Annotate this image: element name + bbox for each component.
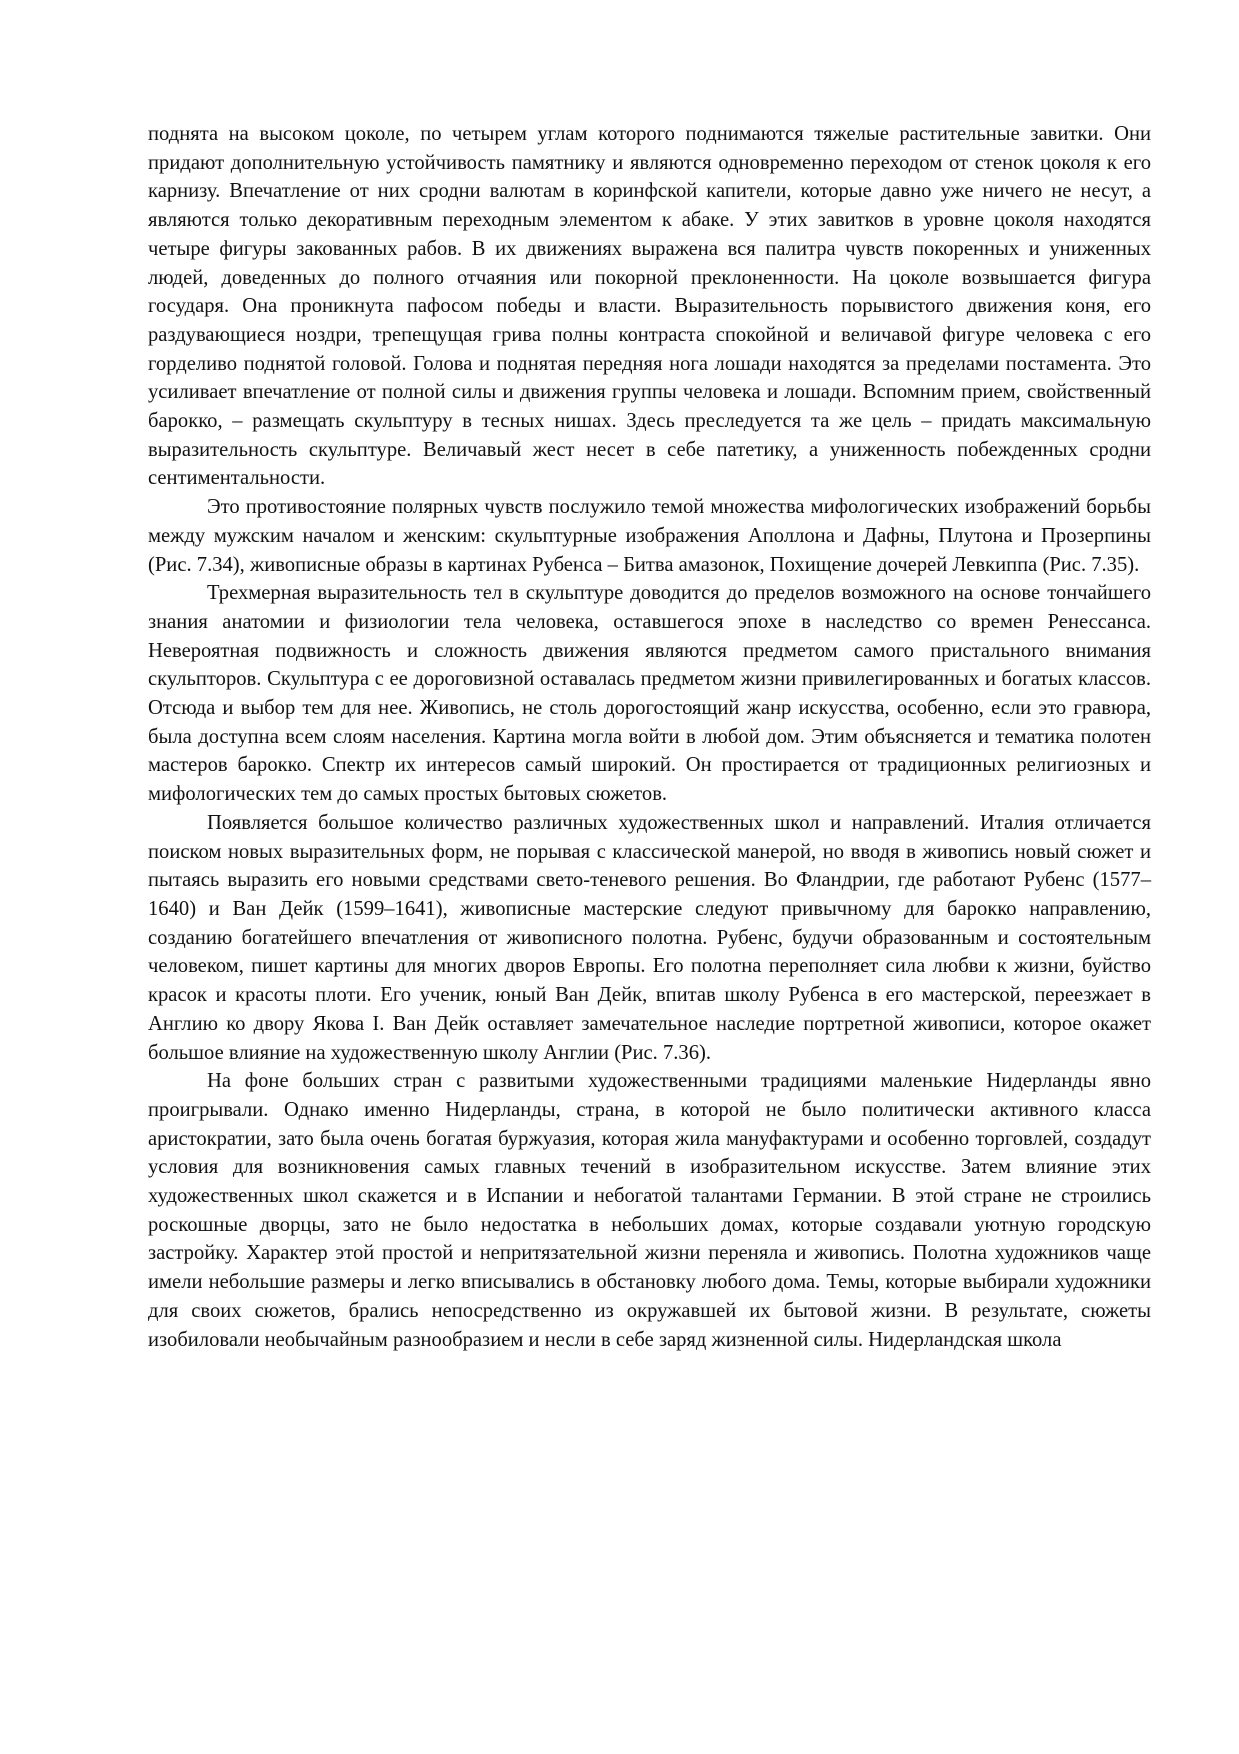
paragraph-netherlands: На фоне больших стран с развитыми художественными традициями маленькие Нидерланды явно проигрывали. Однако именно Нидерланды, страна, в которой не было политически активного класса аристократии, зато была очень богатая буржуазия, которая жила мануфактурами и особенно торговлей, создадут условия для возникновения самых главных течений в изобразительном искусстве. Затем влияние этих художественных школ скажется и в Испании и небогатой талантами Германии. В этой стране не строились роскошные дворцы, зато не было недостатка в небольших домах, которые создавали уютную городскую застройку. Характер этой простой и непритязательной жизни переняла и живопись. Полотна художников чаще имели небольшие размеры и легко вписывались в обстановку любого дома. Темы, которые выбирали художники для своих сюжетов, брались непосредственно из окружавшей их бытовой жизни. В результате, сюжеты изобиловали необычайным разнообразием и несли в себе заряд жизненной силы. Нидерландская школа	[148, 1070, 1151, 1351]
document-body	[148, 120, 1151, 1354]
paragraph-continuation: поднята на высоком цоколе, по четырем углам которого поднимаются тяжелые растительные завитки. Они придают дополнительную устойчивость памятнику и являются одновременно переходом от стенок цоколя к его карнизу. Впечатление от них сродни валютам в коринфской капители, которые давно уже ничего не несут, а являются только декоративным переходным элементом к абаке. У этих завитков в уровне цоколя находятся четыре фигуры закованных рабов. В их движениях выражена вся палитра чувств покоренных и униженных людей, доведенных до полного отчаяния или покорной преклоненности. На цоколе возвышается фигура государя. Она проникнута пафосом победы и власти. Выразительность порывистого движения коня, его раздувающиеся ноздри, трепещущая грива полны контраста спокойной и величавой фигуре человека с его горделиво поднятой головой. Голова и поднятая передняя нога лошади находятся за пределами постамента. Это усиливает впечатление от полной силы и движения группы человека и лошади. Вспомним прием, свойственный барокко, – размещать скульптуру в тесных нишах. Здесь преследуется та же цель – придать максимальную выразительность скульптуре. Величавый жест несет в себе патетику, а униженность побежденных сродни сентиментальности.	[148, 123, 1151, 490]
paragraph-mythological-themes: Это противостояние полярных чувств послужило темой множества мифологических изображений борьбы между мужским началом и женским: скульптурные изображения Аполлона и Дафны, Плутона и Прозерпины (Рис. 7.34), живописные образы в картинах Рубенса – Битва амазонок, Похищение дочерей Левкиппа (Рис. 7.35).	[148, 496, 1151, 576]
paragraph-sculpture-and-painting: Трехмерная выразительность тел в скульптуре доводится до пределов возможного на основе тончайшего знания анатомии и физиологии тела человека, оставшегося эпохе в наследство со времен Ренессанса. Невероятная подвижность и сложность движения являются предметом самого пристального внимания скульпторов. Скульптура с ее дороговизной оставалась предметом жизни привилегированных и богатых классов. Отсюда и выбор тем для нее. Живопись, не столь дорогостоящий жанр искусства, особенно, если это гравюра, была доступна всем слоям населения. Картина могла войти в любой дом. Этим объясняется и тематика полотен мастеров барокко. Спектр их интересов самый широкий. Он простирается от традиционных религиозных и мифологических тем до самых простых бытовых сюжетов.	[148, 582, 1151, 806]
paragraph-art-schools: Появляется большое количество различных художественных школ и направлений. Италия отличается поиском новых выразительных форм, не порывая с классической манерой, но вводя в живопись новый сюжет и пытаясь выразить его новыми средствами свето-теневого решения. Во Фландрии, где работают Рубенс (1577–1640) и Ван Дейк (1599–1641), живописные мастерские следуют привычному для барокко направлению, созданию богатейшего впечатления от живописного полотна. Рубенс, будучи образованным и состоятельным человеком, пишет картины для многих дворов Европы. Его полотна переполняет сила любви к жизни, буйство красок и красоты плоти. Его ученик, юный Ван Дейк, впитав школу Рубенса в его мастерской, переезжает в Англию ко двору Якова I. Ван Дейк оставляет замечательное наследие портретной живописи, которое окажет большое влияние на художественную школу Англии (Рис. 7.36).	[148, 811, 1151, 1064]
